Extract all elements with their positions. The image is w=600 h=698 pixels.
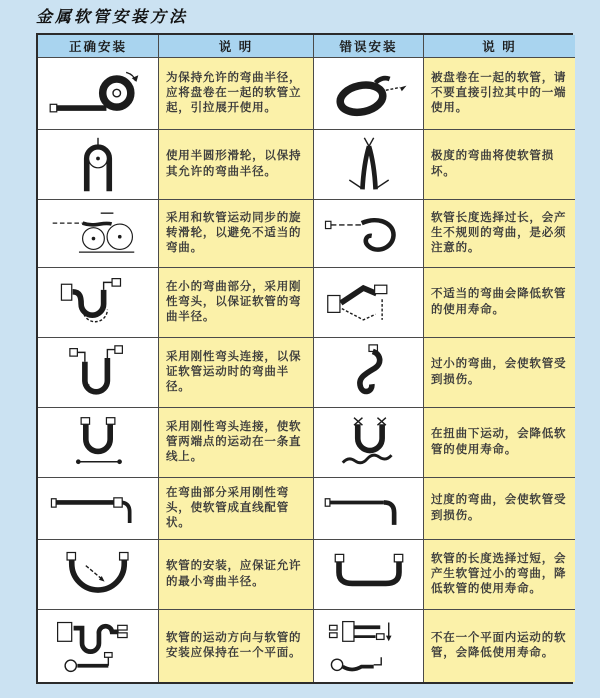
wrong-image-cell <box>314 338 424 408</box>
description-text: 软管的长度选择过短，会产生软管过小的弯曲，降低软管的使用寿命。 <box>431 552 567 596</box>
correct-image-cell <box>38 200 159 268</box>
table-row <box>38 58 571 130</box>
table-row <box>38 130 571 200</box>
header-wrong-install: 错误安装 <box>314 35 424 58</box>
hose-motion-kept-in-one-plane-icon <box>46 615 150 677</box>
description-text: 软管长度选择过长，会产生不规则的弯曲，是必须注意的。 <box>431 211 567 255</box>
description-text: 在扭曲下运动，会降低软管的使用寿命。 <box>431 428 567 456</box>
rigid-elbow-connected-u-hose-icon <box>46 343 150 403</box>
table-row <box>38 540 571 610</box>
table-header-row <box>38 35 571 58</box>
overbent-hose-end-icon <box>322 482 416 536</box>
correct-description <box>159 338 314 408</box>
wrong-image-cell <box>314 130 424 200</box>
improper-angular-bend-icon <box>322 273 416 333</box>
header-description-left: 说 明 <box>159 35 314 58</box>
correct-image-cell <box>38 338 159 408</box>
header-description-right: 说 明 <box>424 35 575 58</box>
correct-image-cell <box>38 540 159 610</box>
description-text: 软管的运动方向与软管的安装应保持在一个平面。 <box>166 631 302 659</box>
description-text: 使用半圆形滑轮，以保持其允许的弯曲半径。 <box>166 150 302 178</box>
wrong-description <box>424 130 575 200</box>
table-row <box>38 268 571 338</box>
description-text: 采用刚性弯头连接，以保证软管运动时的弯曲半径。 <box>166 350 302 394</box>
correct-description <box>159 268 314 338</box>
overlong-hose-irregular-bend-icon <box>322 205 416 263</box>
wrong-image-cell <box>314 540 424 610</box>
straight-hose-with-rigid-elbow-icon <box>46 482 150 536</box>
wrong-image-cell <box>314 200 424 268</box>
coiled-hose-pulled-from-one-end-icon <box>322 64 416 124</box>
hose-over-semicircular-pulley-icon <box>46 135 150 195</box>
description-text: 为保持允许的弯曲半径，应将盘卷在一起的软管立起，引拉展开使用。 <box>166 71 302 115</box>
description-text: 不适当的弯曲会降低软管的使用寿命。 <box>431 288 567 316</box>
twisted-u-hose-icon <box>322 413 416 473</box>
description-text: 采用刚性弯头连接，使软管两端点的运动在一条直线上。 <box>166 420 302 464</box>
too-small-bend-hook-icon <box>322 343 416 403</box>
wrong-image-cell <box>314 268 424 338</box>
wrong-description <box>424 338 575 408</box>
description-text: 在弯曲部分采用刚性弯头，使软管成直线配管状。 <box>166 486 289 530</box>
description-text: 极度的弯曲将使软管损坏。 <box>431 150 554 178</box>
correct-description <box>159 130 314 200</box>
wrong-image-cell <box>314 610 424 682</box>
wrong-description <box>424 58 575 130</box>
description-text: 过度的弯曲，会使软管受到损伤。 <box>431 494 567 522</box>
u-hose-ends-moving-on-straight-line-icon <box>46 413 150 473</box>
page-title: 金属软管安装方法 <box>36 9 189 26</box>
table-row <box>38 338 571 408</box>
correct-description <box>159 200 314 268</box>
correct-image-cell <box>38 130 159 200</box>
hose-motion-out-of-plane-icon <box>322 615 416 677</box>
table-row <box>38 200 571 268</box>
correct-image-cell <box>38 478 159 540</box>
table-row <box>38 610 571 682</box>
correct-description <box>159 58 314 130</box>
wrong-description <box>424 610 575 682</box>
installation-table <box>36 33 573 684</box>
correct-image-cell <box>38 58 159 130</box>
table-row <box>38 478 571 540</box>
wrong-image-cell <box>314 408 424 478</box>
correct-image-cell <box>38 610 159 682</box>
wrong-description <box>424 540 575 610</box>
correct-description <box>159 408 314 478</box>
header-correct-install: 正确安装 <box>38 35 159 58</box>
coiled-hose-stood-up-and-unrolled-icon <box>46 64 150 124</box>
wrong-description <box>424 268 575 338</box>
correct-description <box>159 478 314 540</box>
correct-image-cell <box>38 408 159 478</box>
wrong-image-cell <box>314 58 424 130</box>
description-text: 被盘卷在一起的软管，请不要直接引拉其中的一端使用。 <box>431 71 567 115</box>
correct-description <box>159 610 314 682</box>
hose-on-synchronized-rotating-pulleys-icon <box>46 205 150 263</box>
description-text: 不在一个平面内运动的软管，会降低使用寿命。 <box>431 631 567 659</box>
wrong-description <box>424 478 575 540</box>
too-short-hose-sharp-bends-icon <box>322 545 416 605</box>
correct-description <box>159 540 314 610</box>
description-text: 过小的弯曲，会使软管受到损伤。 <box>431 358 567 386</box>
description-text: 软管的安装，应保证允许的最小弯曲半径。 <box>166 560 302 588</box>
table-row <box>38 408 571 478</box>
wrong-image-cell <box>314 478 424 540</box>
wrong-description <box>424 200 575 268</box>
small-bend-with-rigid-elbow-icon <box>46 273 150 333</box>
hose-extreme-sharp-bend-icon <box>322 135 416 195</box>
correct-image-cell <box>38 268 159 338</box>
u-hose-minimum-bend-radius-icon <box>46 545 150 605</box>
description-text: 在小的弯曲部分，采用刚性弯头，以保证软管的弯曲半径。 <box>166 280 302 324</box>
description-text: 采用和软管运动同步的旋转滑轮，以避免不适当的弯曲。 <box>166 211 302 255</box>
wrong-description <box>424 408 575 478</box>
